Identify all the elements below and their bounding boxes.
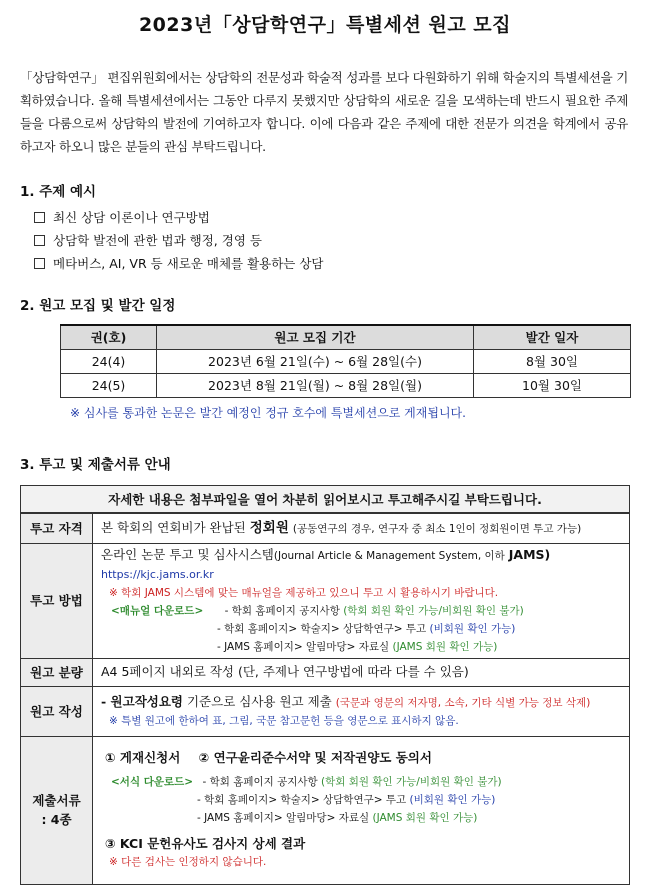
col-header-pubdate: 발간 일자 [474,325,631,349]
section-3-heading: 3. 투고 및 제출서류 안내 [20,456,171,473]
topic-item: 상담학 발전에 관한 법과 행정, 경영 등 [34,229,630,252]
guide-row-writing [21,686,630,736]
info-banner: 자세한 내용은 첨부파일을 열어 차분히 읽어보시고 투고해주시길 부탁드립니다. [20,485,630,513]
schedule-note: ※ 심사를 통과한 논문은 발간 예정인 정규 호수에 특별세션으로 게재됩니다. [70,405,466,420]
guide-row-qualification [21,513,630,543]
jams-link[interactable]: https://kjc.jams.or.kr [101,567,214,581]
table-cell: 2023년 8월 21일(월) ~ 8월 28일(월) [157,373,474,397]
manual-download-label: <매뉴얼 다운로드> [111,604,204,617]
checkbox-icon [34,258,45,269]
page-title: 2023년「상담학연구」특별세션 원고 모집 [138,14,512,36]
section-1-heading: 1. 주제 예시 [20,184,97,200]
col-header-volume: 권(호) [61,325,157,349]
checkbox-icon [34,235,45,246]
guide-row-length [21,658,630,686]
table-cell: 2023년 6월 21일(수) ~ 6월 28일(수) [157,349,474,373]
row-content: A4 5페이지 내외로 작성 (단, 주제나 연구방법에 따라 다를 수 있음) [93,658,630,686]
table-cell: 10월 30일 [474,373,631,397]
table-cell: 24(5) [61,373,157,397]
table-row [61,349,631,373]
row-label: 투고 방법 [21,543,93,658]
topic-item: 최신 상담 이론이나 연구방법 [34,206,630,229]
row-content: - 원고작성요령 기준으로 심사용 원고 제출 (국문과 영문의 저자명, 소속, 기타 식별 가능 정보 삭제) ※ 특별 원고에 한하여 표, 그림, 국문 참고문헌 등을 영문으로 표시하지 않음. [93,686,630,736]
col-header-period: 원고 모집 기간 [157,325,474,349]
row-label: 제출서류 : 4종 [21,736,93,884]
row-content: 온라인 논문 투고 및 심사시스템(Journal Article & Management System, 이하 JAMS) https://kjc.jams.or.kr ※ 학회 JAMS 시스템에 맞는 매뉴얼을 제공하고 있으니 투고 시 활용하시기 바랍니다. <매뉴얼 다운로드> - 학회 홈페이지 공지사항 (학회 회원 확인 가능/비회원 확인 불가) - 학회 홈페이지> 학술지> 상담학연구> 투고 (비회원 확인 가능) - JAMS 홈페이지> 알림마당> 자료실 (JAMS 회원 확인 가능) [93,543,630,658]
guide-row-documents [21,736,630,884]
schedule-table [60,324,631,398]
row-label: 투고 자격 [21,513,93,543]
topic-item: 메타버스, AI, VR 등 새로운 매체를 활용하는 상담 [34,252,630,275]
row-label: 원고 분량 [21,658,93,686]
guide-row-method [21,543,630,658]
table-cell: 24(4) [61,349,157,373]
topic-list [34,206,630,275]
checkbox-icon [34,212,45,223]
table-header-row [61,325,631,349]
table-row [61,373,631,397]
row-content: ① 게재신청서 ② 연구윤리준수서약 및 저작권양도 동의서 <서식 다운로드> - 학회 홈페이지 공지사항 (학회 회원 확인 가능/비회원 확인 불가) - 학회 홈페이지> 학술지> 상담학연구> 투고 (비회원 확인 가능) - JAMS 홈페이지> 알림마당> 자료실 (JAMS 회원 확인 가능) ③ KCI 문헌유사도 검사지 상세 결과 ※ 다른 검사는 인정하지 않습니다. [93,736,630,884]
table-cell: 8월 30일 [474,349,631,373]
guide-table [20,513,630,885]
form-download-label: <서식 다운로드> [111,776,194,788]
section-2-heading: 2. 원고 모집 및 발간 일정 [20,298,176,314]
row-content: 본 학회의 연회비가 완납된 정회원 (공동연구의 경우, 연구자 중 최소 1인이 정회원이면 투고 가능) [93,513,630,543]
intro-paragraph: 「상담학연구」 편집위원회에서는 상담학의 전문성과 학술적 성과를 보다 다원화하기 위해 학술지의 특별세션을 기획하였습니다. 올해 특별세션에서는 그동안 다루지 못했지만 상담학의 새로운 길을 모색하는데 반드시 필요한 주제들을 다룸으로써 상담학의 발전에 기여하고자 합니다. 이에 다음과 같은 주제에 대한 전문가 의견을 학계에서 공유하고자 하오니 많은 분들의 관심 부탁드립니다. [20,70,628,154]
row-label: 원고 작성 [21,686,93,736]
